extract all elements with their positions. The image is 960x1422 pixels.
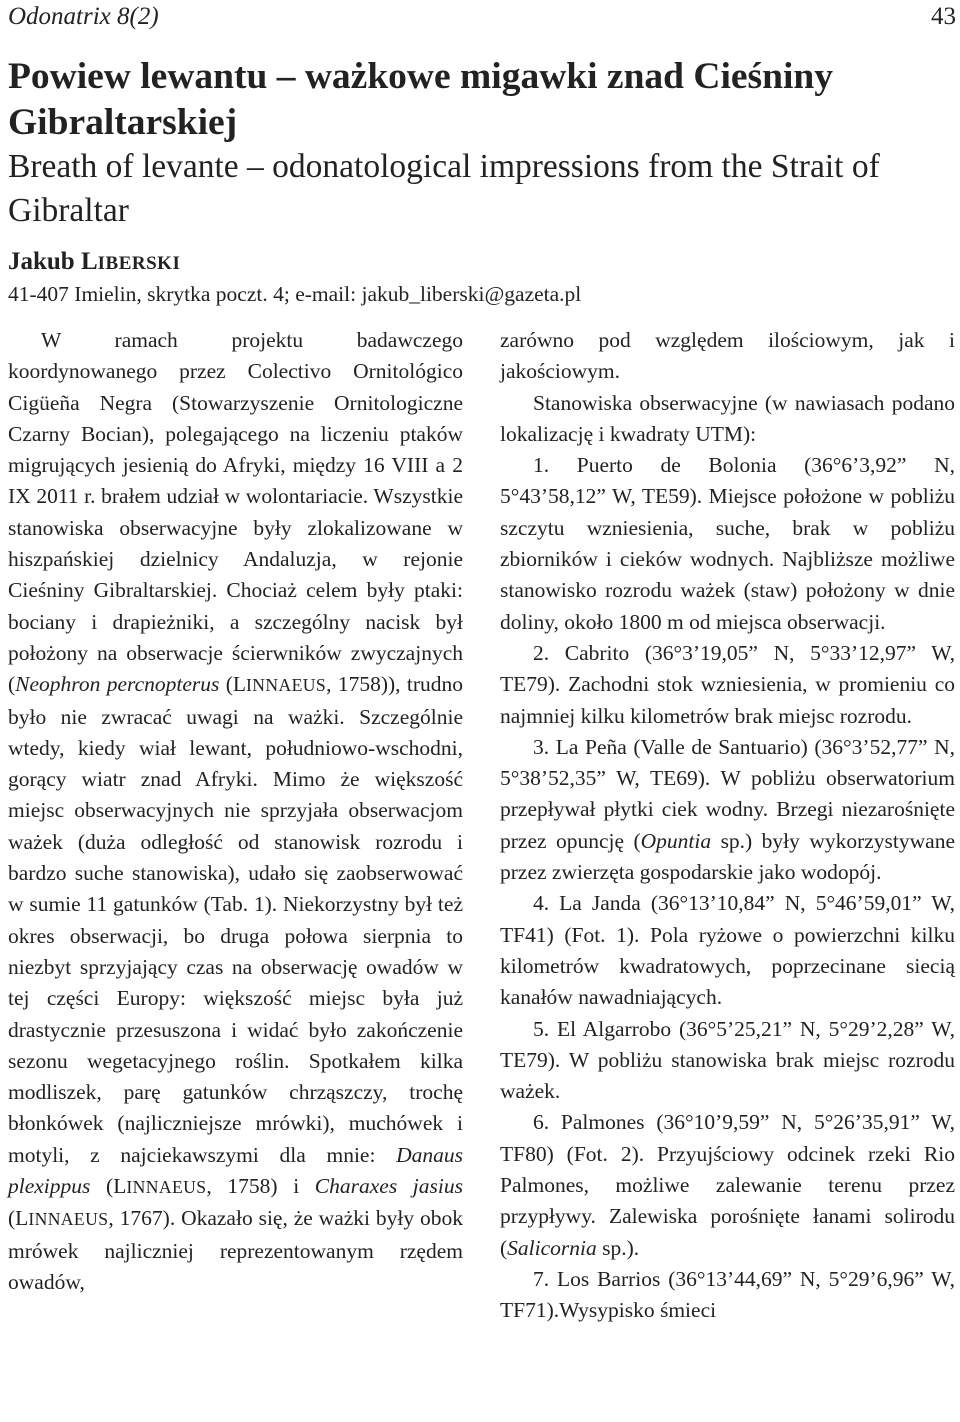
right-column (500, 325, 955, 1327)
author-affiliation: 41-407 Imielin, skrytka poczt. 4; e-mail: jakub_liberski@gazeta.pl (8, 282, 582, 306)
body-text: 6. Palmones (36°10’9,59” N, 5°26’35,91” W, TF80) (Fot. 2). Przyujściowy odcinek rzeki Rio Palmones, możliwe zalewanie terenu przez przypływy. Zalewiska porośnięte łanami solirodu ( (500, 1110, 955, 1260)
taxon-author: L (15, 1206, 29, 1231)
body-text: W ramach projektu badawczego koordynowanego przez Colectivo Ornitológico Cigüeña Negra (Stowarzyszenie Ornitologiczne Czarny Bocian), polegającego na liczeniu ptaków migrujących jesienią do Afryki, między 16 VIII a 2 IX 2011 r. brałem udział w wolontariacie. Wszystkie stanowiska obserwacyjne były zlokalizowane w hiszpańskiej dzielnicy Andaluzja, w rejonie Cieśniny Gibraltarskiej. Chociaż celem były ptaki: bociany i drapieżniki, a szczególny nacisk był położony na obserwacje ścierwników zwyczajnych ( (8, 328, 463, 697)
site-4-paragraph: 4. La Janda (36°13’10,84” N, 5°46’59,01” W, TF41) (Fot. 1). Pola ryżowe o powierzchni kilku kilometrów kwadratowych, poprzecinane siecią kanałów nawadniających. (500, 891, 955, 1010)
body-text: ( (219, 672, 233, 697)
left-column (8, 325, 463, 1298)
site-1-paragraph: 1. Puerto de Bolonia (36°6’3,92” N, 5°43’58,12” W, TE59). Miejsce położone w pobliżu szczytu wzniesienia, suche, brak w pobliżu zbiorników i cieków wodnych. Najbliższe możliwe stanowisko rozrodu ważek (staw) położony w dnie doliny, około 1800 m od miejsca obserwacji. (500, 453, 955, 634)
taxon-author: INNAEUS (126, 1177, 207, 1198)
author-first-name: Jakub (8, 248, 81, 275)
body-text: ( (90, 1174, 114, 1199)
site-6-paragraph (500, 1107, 955, 1263)
site-3-paragraph (500, 732, 955, 888)
author-last-rest: IBERSKI (97, 253, 181, 274)
species-name: Danaus plexippus (8, 1142, 463, 1199)
species-name: Opuntia (640, 828, 712, 853)
body-text: 3. La Peña (Valle de Santuario) (36°3’52,77” N, 5°38’52,35” W, TE69). W pobliżu obserwatorium przepływał płytki ciek wodny. Brzegi niezarośnięte przez opuncję ( (500, 734, 955, 853)
article-title: Powiew lewantu – ważkowe migawki znad Cieśniny Gibraltarskiej (8, 56, 834, 143)
site-7-paragraph: 7. Los Barrios (36°13’44,69” N, 5°29’6,96” W, TF71).Wysypisko śmieci (500, 1266, 955, 1323)
journal-name: Odonatrix 8(2) (8, 3, 159, 30)
body-text: ( (8, 1206, 16, 1231)
taxon-author: INNAEUS (246, 675, 327, 696)
species-name: Neophron percnopterus (15, 672, 220, 697)
author-name (8, 247, 180, 279)
sites-intro-paragraph: Stanowiska obserwacyjne (w nawiasach podano lokalizację i kwadraty UTM): (500, 390, 955, 446)
taxon-author: L (232, 672, 247, 697)
body-text: , 1758) i (206, 1174, 315, 1199)
article-subtitle: Breath of levante – odonatological impressions from the Strait of Gibraltar (8, 148, 880, 229)
site-5-paragraph: 5. El Algarrobo (36°5’25,21” N, 5°29’2,28” W, TE79). W pobliżu stanowiska brak miejsc rozrodu ważek. (500, 1016, 955, 1104)
author-last-initial: L (80, 248, 98, 275)
body-text: , 1758)), trudno było nie zwracać uwagi na ważki. Szczególnie wtedy, kiedy wiał lewant, południowo-wschodni, gorący wiatr znad Afryki. Mimo że większość miejsc obserwacyjnych nie sprzyjała obserwacjom ważek (duża odległość od stanowisk rozrodu i bardzo suche stanowiska), udało się zaobserwować w sumie 11 gatunków (Tab. 1). Niekorzystny był też okres obserwacji, bo druga połowa sierpnia to niezbyt sprzyjający czas na obserwację owadów w tej części Europy: większość miejsc była już drastycznie przesuszona i widać było zakończenie sezonu wegetacyjnego roślin. Spotkałem kilka modliszek, parę gatunków chrząszczy, trochę błonkówek (najliczniejsze mrówki), muchówek i motyli, z najciekawszymi dla mnie: (8, 672, 463, 1167)
taxon-author: INNAEUS (28, 1209, 109, 1230)
taxon-author: L (113, 1174, 127, 1199)
body-text: sp.) były wykorzystywane przez zwierzęta gospodarskie jako wodopój. (500, 828, 955, 885)
body-text: sp.). (596, 1235, 640, 1260)
continued-paragraph: zarówno pod względem ilościowym, jak i jakościowym. (500, 328, 955, 384)
species-name: Salicornia (507, 1235, 597, 1260)
intro-paragraph (8, 325, 463, 1298)
site-2-paragraph: 2. Cabrito (36°3’19,05” N, 5°33’12,97” W, TE79). Zachodni stok wzniesienia, w promieniu co najmniej kilku kilometrów brak miejsc rozrodu. (500, 640, 955, 728)
species-name: Charaxes jasius (314, 1174, 463, 1199)
page-number: 43 (931, 3, 956, 30)
body-text: , 1767). Okazało się, że ważki były obok mrówek najliczniej reprezentowanym rzędem owadów, (8, 1206, 463, 1294)
running-head (8, 0, 956, 34)
